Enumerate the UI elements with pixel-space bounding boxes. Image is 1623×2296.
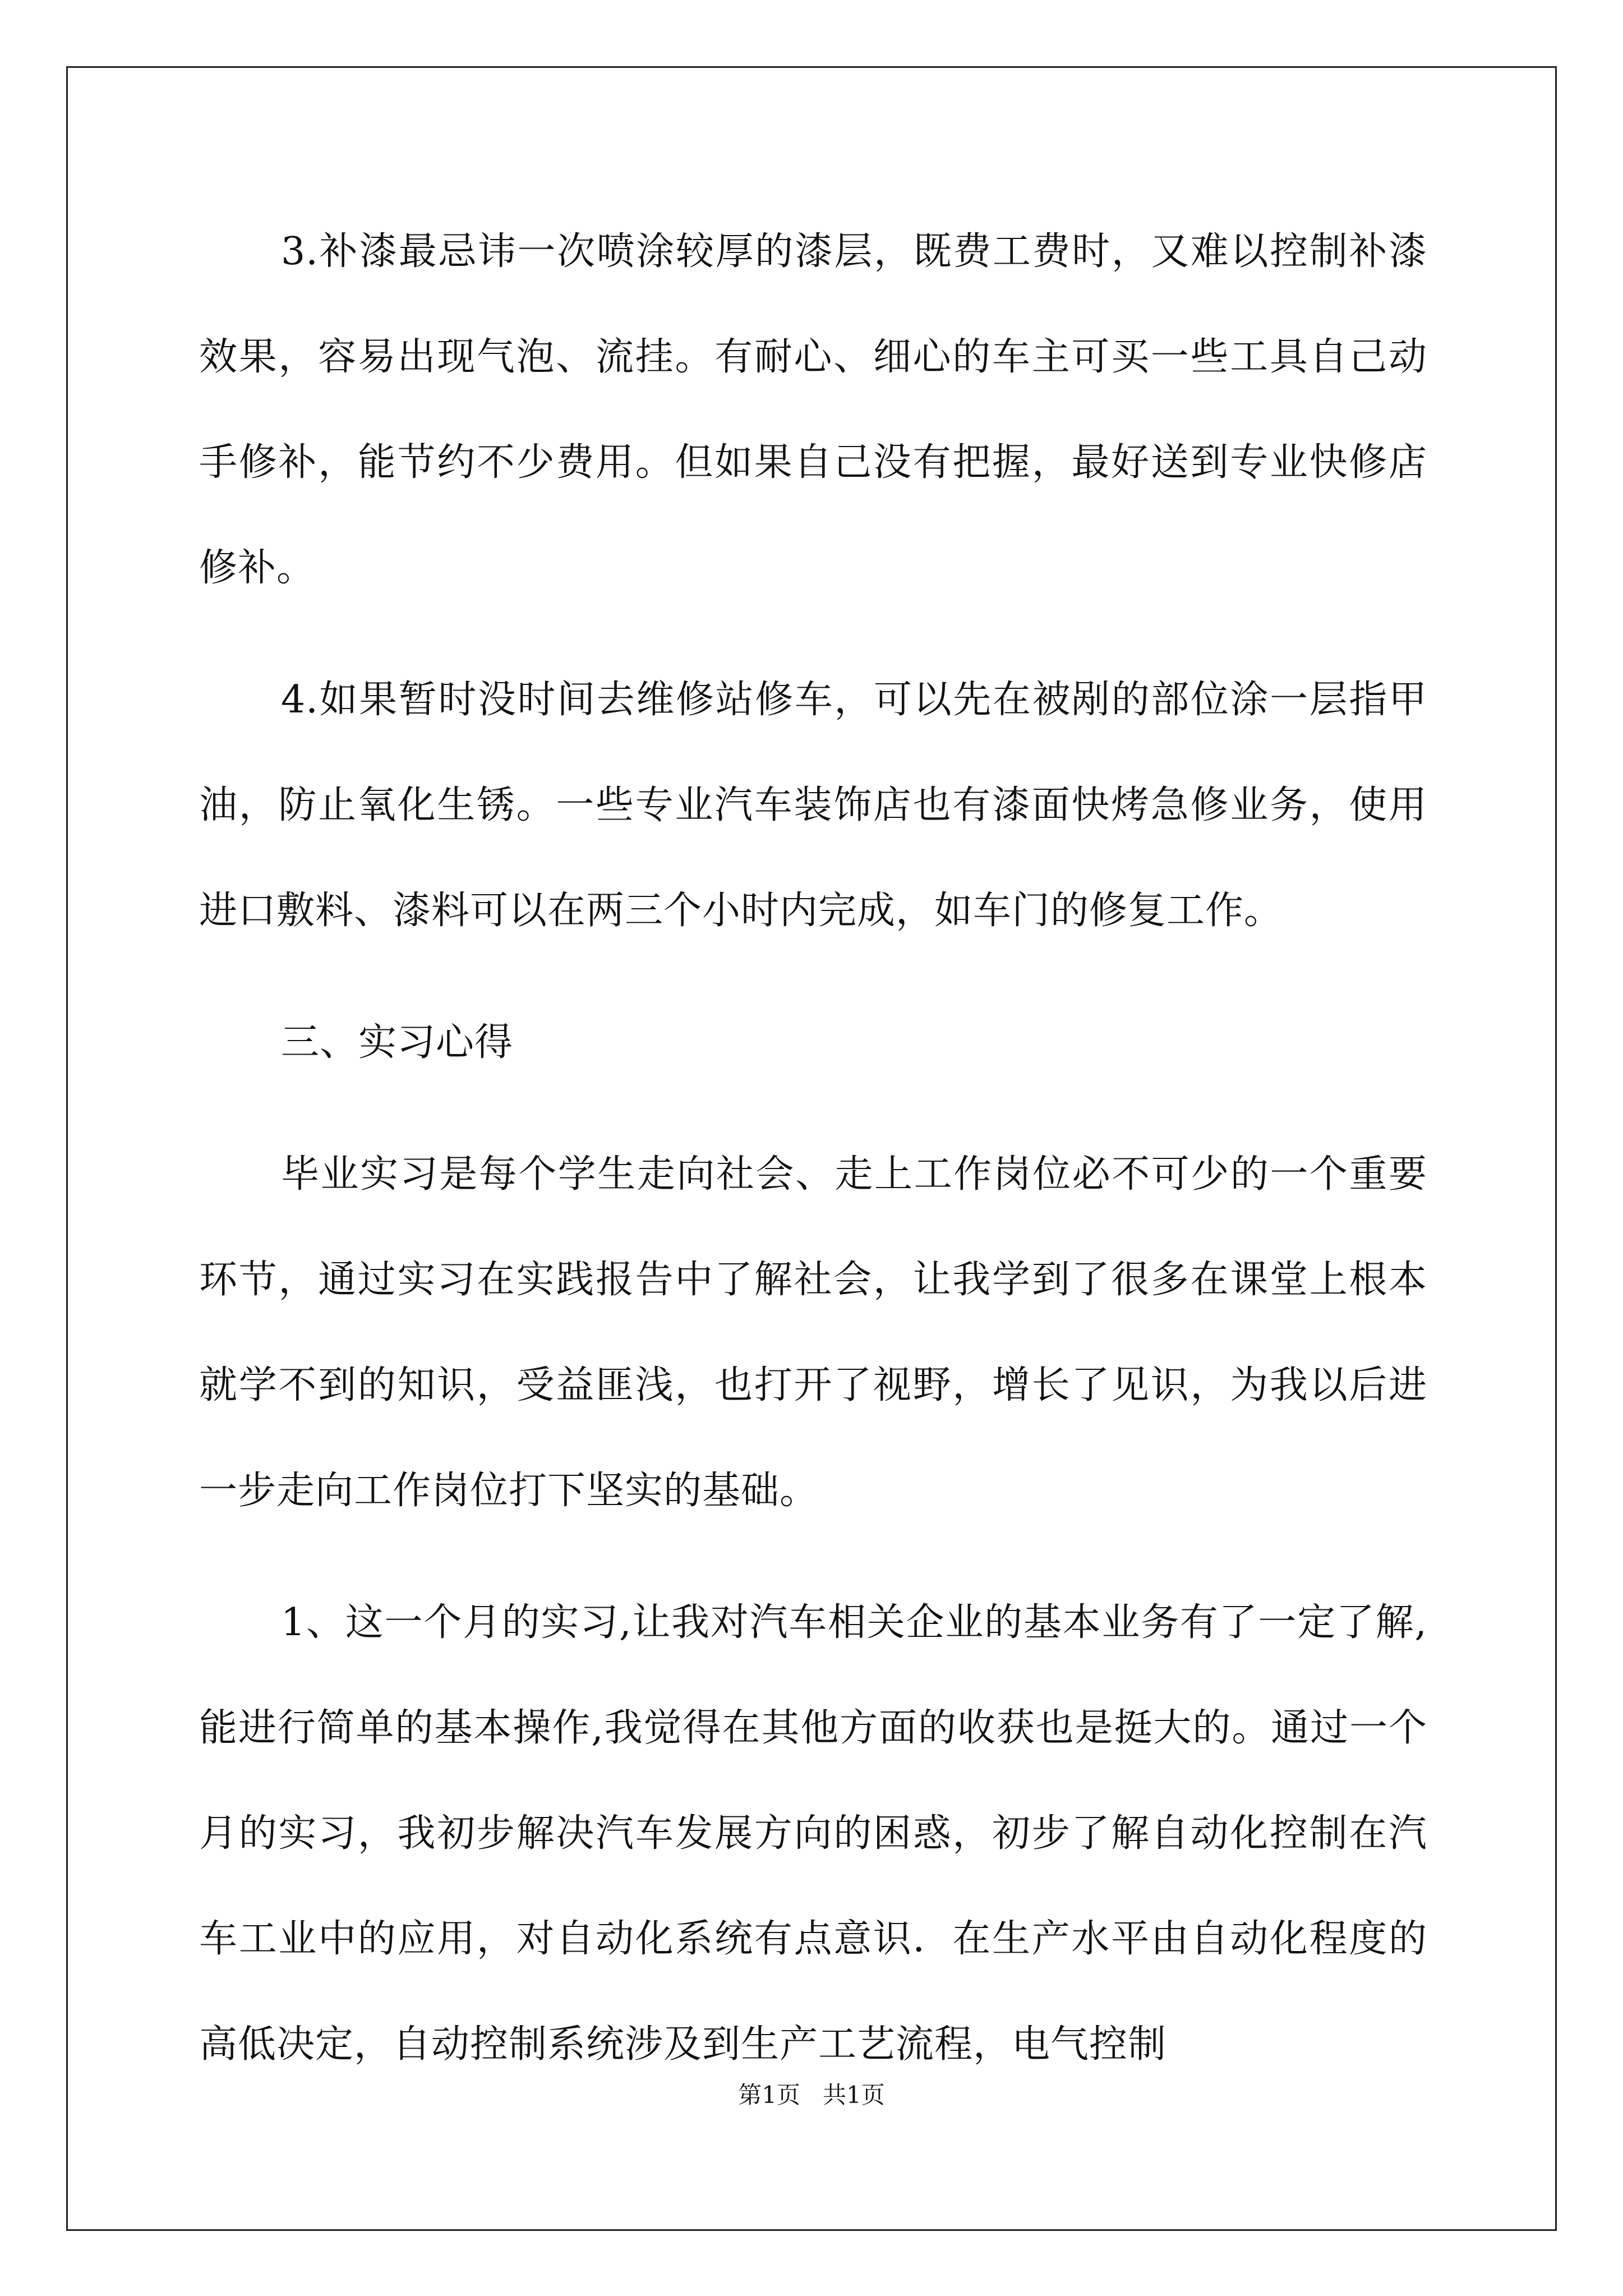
paragraph-4: 1、这一个月的实习,让我对汽车相关企业的基本业务有了一定了解,能进行简单的基本操作,我觉得在其他方面的收获也是挺大的。通过一个月的实习，我初步解决汽车发展方向的困惑，初步了解自动化控制在汽车工业中的应用，对自动化系统有点意识．在生产水平由自动化程度的高低决定，自动控制系统涉及到生产工艺流程，电气控制: [199, 1600, 1427, 2067]
section-heading: 三、实习心得: [281, 1020, 514, 1065]
paragraph-1: 3.补漆最忌讳一次喷涂较厚的漆层，既费工费时，又难以控制补漆效果，容易出现气泡、流挂。有耐心、细心的车主可买一些工具自己动手修补，能节约不少费用。但如果自己没有把握，最好送到专业快修店修补。: [199, 229, 1427, 590]
document-body: [199, 199, 1427, 2124]
page-footer: [0, 2079, 1623, 2111]
page-number: 第1页: [738, 2081, 800, 2109]
page-total: 共1页: [823, 2081, 885, 2109]
paragraph-2: 4.如果暂时没时间去维修站修车，可以先在被剐的部位涂一层指甲油，防止氧化生锈。一些专业汽车装饰店也有漆面快烤急修业务，使用进口敷料、漆料可以在两三个小时内完成，如车门的修复工作。: [199, 678, 1427, 933]
paragraph-3: 毕业实习是每个学生走向社会、走上工作岗位必不可少的一个重要环节，通过实习在实践报告中了解社会，让我学到了很多在课堂上根本就学不到的知识，受益匪浅，也打开了视野，增长了见识，为我以后进一步走向工作岗位打下坚实的基础。: [199, 1152, 1427, 1513]
